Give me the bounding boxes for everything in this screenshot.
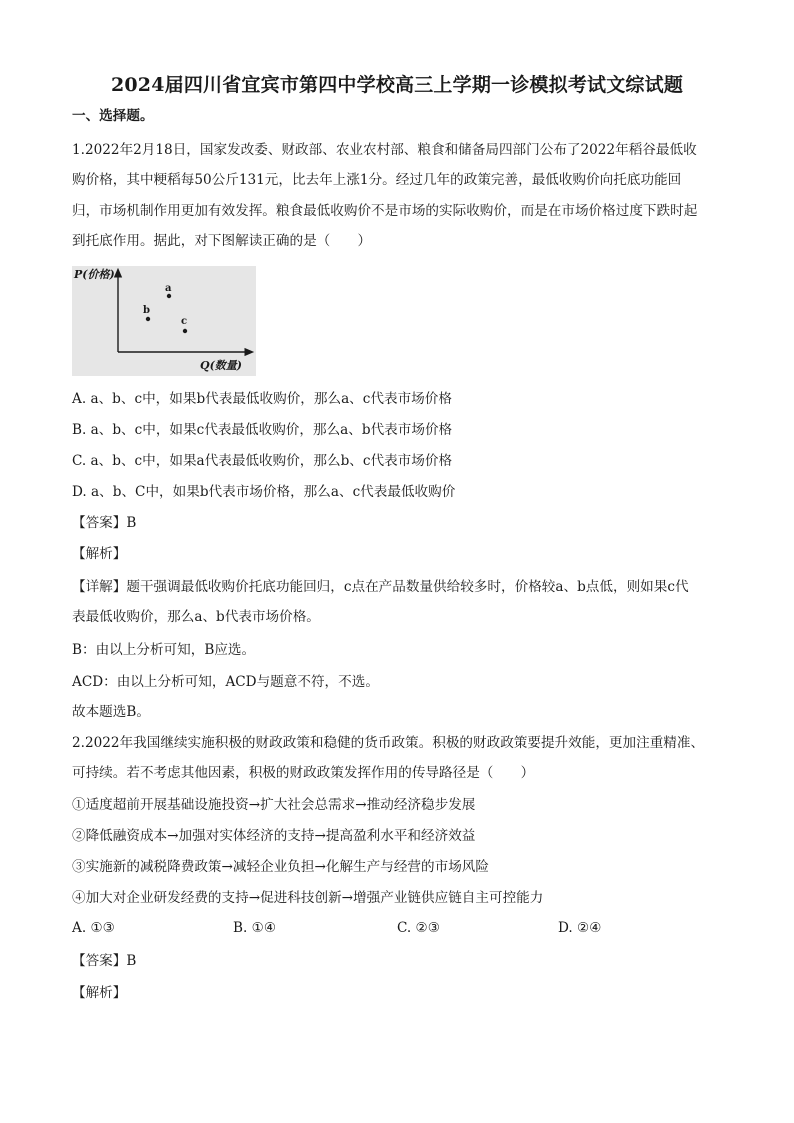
q2-item-3: ③实施新的减税降费政策→减轻企业负担→化解生产与经营的市场风险 [72, 859, 489, 875]
q2-stem-line-1: 2.2022年我国继续实施积极的财政政策和稳健的货币政策。积极的财政政策要提升效能，更加注重精准、 [72, 735, 705, 751]
q1-detail-line-1: 【详解】题干强调最低收购价托底功能回归，c点在产品数量供给较多时，价格较a、b点低，则如果c代 [72, 579, 689, 595]
q2-option-a: A. ①③ [72, 920, 115, 936]
point-a-dot [167, 294, 171, 298]
q1-conclusion: 故本题选B。 [72, 704, 150, 720]
point-b-label: b [143, 305, 150, 316]
q1-analysis-label: 【解析】 [72, 546, 127, 562]
q1-option-a: A. a、b、c中，如果b代表最低收购价，那么a、c代表市场价格 [72, 391, 452, 407]
q2-item-4: ④加大对企业研发经费的支持→促进科技创新→增强产业链供应链自主可控能力 [72, 890, 544, 906]
q1-answer: 【答案】B [72, 515, 137, 531]
q1-option-c: C. a、b、c中，如果a代表最低收购价，那么b、c代表市场价格 [72, 453, 453, 469]
point-c-dot [183, 329, 187, 333]
q1-stem-line-2: 购价格，其中粳稻每50公斤131元，比去年上涨1分。经过几年的政策完善，最低收购价向托底功能回 [72, 172, 682, 188]
q1-acd-note: ACD：由以上分析可知，ACD与题意不符，不选。 [72, 674, 379, 690]
q2-options-row [72, 920, 732, 940]
q1-b-note: B：由以上分析可知，B应选。 [72, 642, 256, 658]
q2-option-b: B. ①④ [233, 920, 277, 936]
x-axis-label: Q(数量) [200, 359, 242, 372]
section-heading: 一、选择题。 [72, 108, 154, 124]
q1-detail-line-2: 表最低收购价，那么a、b代表市场价格。 [72, 609, 320, 625]
q1-stem-line-3: 归，市场机制作用更加有效发挥。粮食最低收购价不是市场的实际收购价，而是在市场价格过度下跌时起 [72, 203, 698, 219]
q2-option-d: D. ②④ [558, 920, 602, 936]
page-title: 2024届四川省宜宾市第四中学校高三上学期一诊模拟考试文综试题 [110, 74, 684, 96]
q2-item-2: ②降低融资成本→加强对实体经济的支持→提高盈利水平和经济效益 [72, 828, 476, 844]
q1-stem-line-1: 1.2022年2月18日，国家发改委、财政部、农业农村部、粮食和储备局四部门公布了2022年稻谷最低收 [72, 142, 697, 158]
q1-option-b: B. a、b、c中，如果c代表最低收购价，那么a、b代表市场价格 [72, 422, 453, 438]
q2-analysis-label: 【解析】 [72, 985, 127, 1001]
point-a-label: a [165, 283, 172, 294]
q1-option-d: D. a、b、C中，如果b代表市场价格，那么a、c代表最低收购价 [72, 484, 456, 500]
graph-svg [72, 266, 256, 376]
q2-stem-line-2: 可持续。若不考虑其他因素，积极的财政政策发挥作用的传导路径是（ ） [72, 765, 535, 781]
point-c-label: c [181, 316, 188, 327]
price-quantity-graph [72, 266, 256, 376]
q2-item-1: ①适度超前开展基础设施投资→扩大社会总需求→推动经济稳步发展 [72, 797, 476, 813]
y-axis-label: P(价格) [74, 268, 115, 281]
point-b-dot [146, 317, 150, 321]
q2-answer: 【答案】B [72, 953, 137, 969]
q2-option-c: C. ②③ [397, 920, 440, 936]
q1-stem-line-4: 到托底作用。据此，对下图解读正确的是（ ） [72, 233, 372, 249]
